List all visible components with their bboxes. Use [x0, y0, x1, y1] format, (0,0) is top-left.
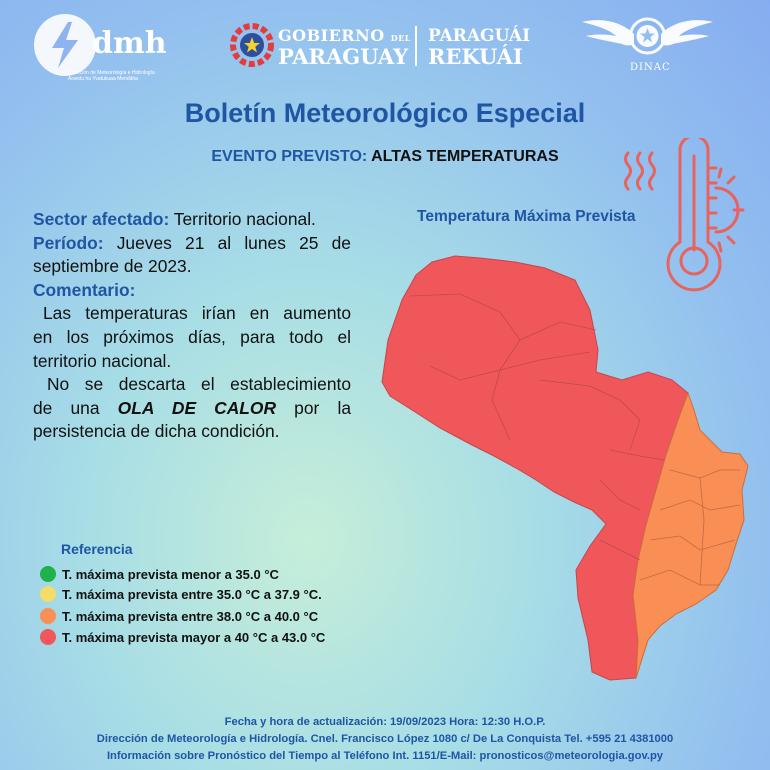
event-label: EVENTO PREVISTO:	[211, 148, 368, 165]
comment-p1-line1: Las temperaturas irían en aumento	[43, 303, 351, 324]
gov-guarani-line2: REKUÁI	[428, 44, 523, 69]
sector-label: Sector afectado:	[33, 209, 170, 229]
gov-title-line1: GOBIERNO	[278, 26, 385, 45]
gov-title-line2: PARAGUAY	[278, 44, 409, 69]
legend-label: T. máxima prevista menor a 35.0 °C	[62, 566, 279, 582]
comment-p2-line1: No se descarta el establecimiento	[47, 374, 351, 395]
legend-title: Referencia	[61, 541, 133, 557]
comment-p2-line3: persistencia de dicha condición.	[33, 421, 280, 442]
period-label: Período:	[33, 232, 104, 253]
legend-swatch-red	[40, 629, 56, 645]
footer-update-time: Fecha y hora de actualización: 19/09/2023 Hora: 12:30 H.O.P.	[224, 716, 546, 728]
footer-contact: Información sobre Pronóstico del Tiempo al Teléfono Int. 1151/E-Mail: pronosticos@meteorologia.gov.py	[106, 750, 664, 762]
dinac-label: DINAC	[630, 62, 671, 73]
event-value: ALTAS TEMPERATURAS	[371, 148, 559, 165]
legend-swatch-orange	[40, 608, 56, 624]
legend-label: T. máxima prevista entre 38.0 °C a 40.0 °C	[62, 608, 319, 624]
dmh-subtitle: Dirección de Meteorología e Hidrología Arandu ha Yvatukuaa Mendáha	[68, 70, 155, 82]
comment-p2-line2: de una OLA DE CALOR por la	[33, 397, 351, 418]
comment-p1-line2: en los próximos días, para todo el	[33, 326, 351, 347]
comment-label: Comentario:	[33, 279, 136, 300]
legend-swatch-green	[40, 566, 56, 582]
heat-wave-emphasis: OLA DE CALOR	[117, 397, 277, 418]
map-title: Temperatura Máxima Prevista	[417, 208, 636, 225]
period-value-2: septiembre de 2023.	[33, 256, 192, 277]
legend-item	[40, 627, 325, 647]
legend-item	[40, 584, 322, 604]
legend-item	[40, 564, 279, 584]
page-title: Boletín Meteorológico Especial	[184, 98, 586, 128]
gov-title-del: DEL	[390, 33, 411, 43]
gov-guarani-line1: PARAGUÁI	[428, 26, 531, 46]
dmh-logo-text: dmh	[92, 26, 167, 61]
comment-p1-line3: territorio nacional.	[33, 350, 172, 371]
footer-address: Dirección de Meteorología e Hidrología. Cnel. Francisco López 1080 c/ De La Conquista Tel. +595 21 4381000	[96, 733, 674, 745]
legend-label: T. máxima prevista mayor a 40 °C a 43.0 °C	[62, 629, 326, 645]
legend-item	[40, 606, 318, 626]
legend-swatch-yellow	[40, 586, 56, 602]
period-value-1: Jueves 21 al lunes 25 de	[116, 232, 351, 253]
sector-value: Territorio nacional.	[173, 209, 316, 229]
legend-label: T. máxima prevista entre 35.0 °C a 37.9 °C.	[62, 586, 322, 602]
